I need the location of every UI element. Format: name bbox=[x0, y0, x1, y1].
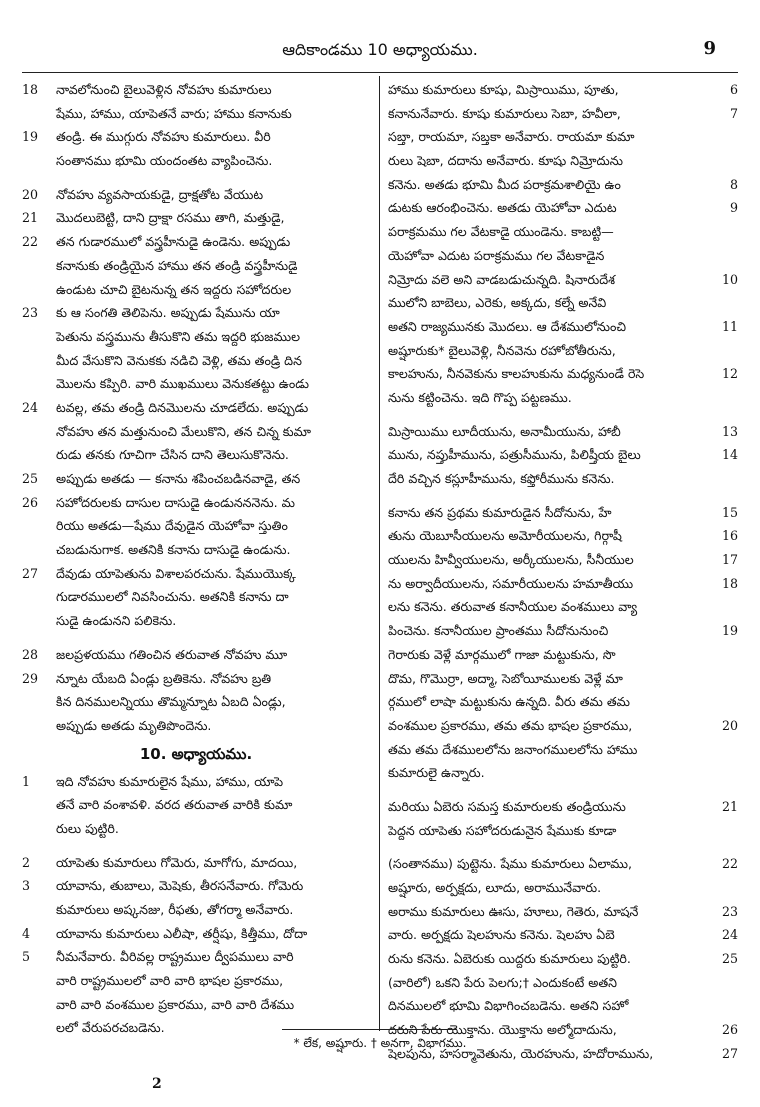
verse-number: 25 bbox=[22, 471, 39, 486]
verse-line bbox=[22, 714, 370, 738]
verse-number: 13 bbox=[721, 423, 738, 439]
verse-text: కనానుకు తండ్రియైన హాము తన తండ్రి వస్త్రహీనుడై bbox=[56, 257, 298, 273]
verse-number: 24 bbox=[22, 399, 39, 415]
verse-text: మిస్రాయిము లూదీయును, అనామీయును, హాబీ bbox=[388, 423, 621, 439]
verse-line bbox=[22, 993, 370, 1017]
verse-text: వారు. అర్పక్షదు షెలహును కనెను. షెలహు ఏబె bbox=[388, 927, 615, 943]
verse-line bbox=[388, 761, 738, 785]
verse-number: 21 bbox=[721, 798, 738, 814]
verse-text: తన గుడారములో వస్త్రహీనుడై ఉండెను. అప్పుడు bbox=[56, 234, 291, 250]
right-column bbox=[388, 78, 738, 1061]
verse-number: 23 bbox=[721, 903, 738, 919]
verse-text: లలో వేరుపరచబడెను. bbox=[56, 1020, 165, 1036]
verse-line bbox=[388, 78, 738, 102]
verse-text: మరియు ఏబెరు సమస్త కుమారులకు తండ్రియును bbox=[388, 798, 626, 814]
verse-text: తమ తమ దేశములలోను జనాంగములలోను హాము bbox=[388, 741, 638, 757]
verse-text: రుడు తనకు గూచిగా చేసిన దాని తెలుసుకొనెను. bbox=[56, 447, 289, 463]
verse-text: నావలోనుంచి బైలువెళ్లిన నోవహు కుమారులు bbox=[56, 82, 272, 97]
verse-line bbox=[22, 851, 370, 875]
verse-text: గెరారుకు వెళ్లే మార్గములో గాజా మట్టుకును, సొ bbox=[388, 646, 616, 662]
verse-text: దినములలో భూమి విభాగించబడెను. అతని సహో bbox=[388, 998, 629, 1014]
verse-line bbox=[22, 514, 370, 538]
verse-text: దేరి వచ్చిన కస్లూహీమును, కఫ్తోరీమును కనెను. bbox=[388, 471, 615, 486]
verse-line bbox=[22, 443, 370, 467]
footnote: * లేక, అష్షూరు. † అనగా, విభాగము. bbox=[293, 1036, 467, 1050]
verse-number: 26 bbox=[721, 1022, 738, 1038]
verse-line bbox=[388, 339, 738, 363]
paragraph-gap bbox=[388, 491, 738, 501]
verse-number: 17 bbox=[721, 552, 738, 568]
verse-text: కుమారులు అష్కనజు, రీఫతు, తోగర్మా అనేవారు. bbox=[56, 902, 294, 917]
page-header bbox=[22, 34, 738, 68]
verse-line bbox=[388, 501, 738, 525]
verse-number: 23 bbox=[22, 305, 39, 321]
verse-number: 18 bbox=[721, 575, 738, 591]
verse-text: సుడై ఉండునని పలికెను. bbox=[56, 613, 177, 629]
paragraph-gap bbox=[22, 633, 370, 643]
verse-number: 15 bbox=[721, 504, 738, 520]
verse-line bbox=[388, 994, 738, 1018]
verse-text: రులు షెబా, దదాను అనేవారు. కూషు నిమ్రోదును bbox=[388, 153, 623, 169]
verse-text: కనెను. అతడు భూమి మీద పరాక్రమశాలియై ఉం bbox=[388, 176, 621, 192]
verse-line bbox=[22, 770, 370, 794]
running-title: ఆదికాండము 10 అధ్యాయము. bbox=[282, 40, 478, 59]
verse-text: చబడునుగాక. అతనికి కనాను దాసుడై ఉండును. bbox=[56, 542, 291, 558]
verse-number: 16 bbox=[721, 528, 738, 544]
verse-line bbox=[388, 619, 738, 643]
verse-line bbox=[22, 690, 370, 714]
verse-text: కనానునేవారు. కూషు కుమారులు సెబా, హవీలా, bbox=[388, 105, 621, 121]
verse-line bbox=[22, 78, 370, 102]
verse-number: 20 bbox=[22, 186, 39, 202]
verse-number: 12 bbox=[721, 366, 738, 382]
verse-line bbox=[22, 667, 370, 691]
verse-number: 22 bbox=[22, 234, 39, 250]
verse-text: సహోదరులకు దాసుల దాసుడై ఉండునననెను. మ bbox=[56, 494, 295, 510]
verse-line bbox=[388, 102, 738, 126]
verse-line bbox=[22, 793, 370, 817]
verse-text: టవల్ల, తమ తండ్రి దినమొలను చూడలేదు. అప్పుడు bbox=[56, 399, 309, 415]
verse-line bbox=[388, 149, 738, 173]
verse-line bbox=[22, 420, 370, 444]
verse-text: మొలను కప్పిరి. వారి ముఖములు వెనుకతట్టు ఉండు bbox=[56, 376, 309, 392]
verse-line bbox=[388, 173, 738, 197]
verse-line bbox=[388, 220, 738, 244]
verse-number: 7 bbox=[729, 105, 738, 121]
verse-line bbox=[388, 714, 738, 738]
verse-number: 28 bbox=[22, 646, 39, 662]
verse-line bbox=[22, 183, 370, 207]
verse-text: షేము, హాము, యాపెతనే వారు; హాము కనానుకు bbox=[56, 105, 292, 121]
verse-text: గుడారములలో నివసించును. అతనికి కనాను దా bbox=[56, 589, 289, 605]
verse-text: అరాము కుమారులు ఊసు, హూలు, గెతెరు, మాషనే bbox=[388, 903, 639, 919]
verse-text: దొమ, గొమొర్రా, అద్మా, సెబోయీములకు వెళ్లే మా bbox=[388, 670, 623, 686]
verse-number: 20 bbox=[721, 717, 738, 733]
verse-text: అష్షూరు, అర్పక్షదు, లూదు, అరామునేవారు. bbox=[388, 880, 602, 895]
verse-line bbox=[388, 125, 738, 149]
verse-number: 27 bbox=[721, 1045, 738, 1061]
verse-text: ఇది నోవహు కుమారులైన షేము, హాము, యాపె bbox=[56, 773, 284, 789]
verse-line bbox=[388, 291, 738, 315]
verse-line bbox=[22, 609, 370, 633]
verse-text: తును యెబూసీయులను అమోరీయులను, గిర్గాషీ bbox=[388, 528, 622, 544]
verse-text: తండ్రి. ఈ ముగ్గురు నోవహు కుమారులు. వీరి bbox=[56, 129, 271, 145]
paragraph-gap bbox=[388, 842, 738, 852]
verse-text: కాలహును, నీనవెకును కాలహుకును మధ్యనుండే రెసె bbox=[388, 366, 645, 382]
verse-text: నోవహు వ్యవసాయకుడై, ద్రాక్షతోట వేయుట bbox=[56, 186, 264, 202]
verse-line bbox=[388, 386, 738, 410]
verse-text: యెహోవా ఎదుట పరాక్రమము గల వేటకాడైన bbox=[388, 247, 605, 263]
column-divider bbox=[379, 76, 380, 1031]
verse-number: 24 bbox=[721, 927, 738, 943]
verse-line bbox=[388, 572, 738, 596]
verse-number: 19 bbox=[22, 129, 39, 145]
verse-text: యావాను కుమారులు ఎలీషా, తర్షీషు, కిత్తీము, దోదా bbox=[56, 925, 308, 941]
verse-line bbox=[388, 315, 738, 339]
verse-text: అష్షూరుకు* బైలువెళ్లి, నీనవెను రహోబోతీరును, bbox=[388, 342, 616, 358]
verse-text: న్నూట యేబది ఏండ్లు బ్రతికెను. నోవహు బ్రతి bbox=[56, 670, 272, 686]
verse-line bbox=[22, 301, 370, 325]
verse-text: వంశముల ప్రకారము, తమ తమ భాషల ప్రకారము, bbox=[388, 717, 633, 733]
verse-text: తనే వారి వంశావళి. వరద తరువాత వారికి కుమా bbox=[56, 797, 293, 813]
chapter-heading: 10. అధ్యాయము. bbox=[139, 744, 253, 763]
verse-line bbox=[22, 467, 370, 491]
verse-line bbox=[388, 947, 738, 971]
verse-text: వారి వారి వంశముల ప్రకారము, వారి వారి దేశము bbox=[56, 996, 295, 1012]
verse-line bbox=[22, 372, 370, 396]
verse-line bbox=[22, 898, 370, 922]
verse-line bbox=[388, 524, 738, 548]
verse-text: నిమ్రోదు వలె అని వాడబడుచున్నది. షినారుదేశ bbox=[388, 271, 616, 287]
verse-line bbox=[388, 595, 738, 619]
verse-text: అతని రాజ్యమునకు మొదలు. ఆ దేశములోనుంచి bbox=[388, 318, 627, 334]
verse-line bbox=[22, 254, 370, 278]
verse-line bbox=[388, 971, 738, 995]
verse-text: రును కనెను. ఏబెరుకు యిద్దరు కుమారులు పుట్టిరి. bbox=[388, 951, 631, 967]
verse-line bbox=[388, 690, 738, 714]
verse-line bbox=[388, 268, 738, 292]
verse-text: యాపెతు కుమారులు గోమెరు, మాగోగు, మాదయి, bbox=[56, 854, 298, 870]
verse-line bbox=[22, 349, 370, 373]
verse-line bbox=[388, 362, 738, 386]
verse-number: 5 bbox=[22, 949, 31, 965]
verse-text: నును కట్టించెను. ఇది గొప్ప పట్టణము. bbox=[388, 389, 572, 405]
verse-number: 9 bbox=[729, 200, 738, 216]
verse-line bbox=[22, 325, 370, 349]
verse-line bbox=[22, 491, 370, 515]
verse-line bbox=[388, 738, 738, 762]
verse-number: 14 bbox=[721, 447, 738, 463]
verse-line bbox=[22, 643, 370, 667]
verse-text: మును, నప్తుహీమును, పత్రుసీమును, పిలిష్తీయ బైలు bbox=[388, 447, 641, 463]
verse-line bbox=[388, 819, 738, 843]
verse-line bbox=[22, 562, 370, 586]
verse-line bbox=[22, 125, 370, 149]
verse-line bbox=[388, 852, 738, 876]
verse-text: రులు పుట్టిరి. bbox=[56, 820, 119, 836]
verse-text: సబ్తా, రాయమా, సబ్తకా అనేవారు. రాయమా కుమా bbox=[388, 129, 635, 145]
verse-text: పెతును వస్త్రమును తీసుకొని తమ ఇద్దరి భుజముల bbox=[56, 328, 301, 344]
verse-line bbox=[388, 900, 738, 924]
paragraph-gap bbox=[22, 841, 370, 851]
verse-line bbox=[388, 420, 738, 444]
verse-number: 2 bbox=[22, 854, 31, 870]
verse-text: అప్పుడు అతడు — కనాను శపించబడినవాడై, తన bbox=[56, 471, 301, 486]
verse-line bbox=[22, 922, 370, 946]
verse-text: కు ఆ సంగతి తెలిపెను. అప్పుడు షేమును యా bbox=[56, 305, 280, 321]
verse-number: 18 bbox=[22, 82, 39, 97]
verse-text: ను అర్వాదీయులను, సమారీయులను హమాతీయు bbox=[388, 575, 634, 591]
verse-number: 10 bbox=[721, 271, 738, 287]
verse-number: 21 bbox=[22, 210, 39, 226]
verse-text: నోవహు తన మత్తునుంచి మేలుకొని, తన చిన్న కుమా bbox=[56, 423, 312, 439]
verse-text: (వారిలో) ఒకని పేరు పెలగు;† ఎందుకంటే అతని bbox=[388, 974, 617, 990]
paragraph-gap bbox=[22, 173, 370, 183]
verse-text: దేవుడు యాపెతును విశాలపరచును. షేముయొక్క bbox=[56, 565, 296, 581]
verse-line bbox=[388, 196, 738, 220]
verse-text: యులను హివ్వీయులను, అర్కీయులను, సీనీయుల bbox=[388, 552, 634, 568]
verse-line bbox=[22, 102, 370, 126]
verse-number: 4 bbox=[22, 925, 31, 941]
verse-text: రియు అతడు—షేము దేవుడైన యెహోవా స్తుతిం bbox=[56, 518, 288, 534]
verse-line bbox=[388, 244, 738, 268]
verse-text: నీమనేవారు. వీరివల్ల రాష్ట్రముల ద్వీపములు వారి bbox=[56, 949, 294, 965]
verse-number: 19 bbox=[721, 623, 738, 639]
verse-text: యావాను, తుబాలు, మెషెకు, తీరసనేవారు. గోమెరు bbox=[56, 878, 304, 894]
verse-text: మొదలుబెట్టి, దాని ద్రాక్షా రసము తాగి, మత్తుడై, bbox=[56, 210, 285, 226]
left-column bbox=[22, 78, 370, 1036]
verse-line bbox=[22, 969, 370, 993]
verse-text: వారి రాష్ట్రములలో వారి వారి భాషల ప్రకారము, bbox=[56, 973, 284, 989]
verse-text: అప్పుడు అతడు మృతిపొందెను. bbox=[56, 717, 212, 733]
verse-line bbox=[388, 548, 738, 572]
verse-text: పరాక్రమము గల వేటకాడై యుండెను. కాబట్టి— bbox=[388, 224, 614, 240]
verse-line bbox=[388, 876, 738, 900]
verse-text: కుమారులై ఉన్నారు. bbox=[388, 765, 485, 781]
verse-text: మీద వేసుకొని వెనుకకు నడిచి వెళ్లి, తమ తండ్రి దిన bbox=[56, 352, 302, 368]
verse-line bbox=[22, 396, 370, 420]
verse-text: పెద్దన యాపెతు సహోదరుడునైన షేముకు కూడా bbox=[388, 822, 617, 838]
verse-text: కిన దినములన్నియు తొమ్మన్నూట ఏబది ఏండ్లు, bbox=[56, 694, 286, 710]
verse-number: 29 bbox=[22, 670, 39, 686]
verse-text: ర్గములో లాషా మట్టుకును ఉన్నది. వీరు తమ తమ bbox=[388, 694, 630, 710]
page-number: 9 bbox=[703, 38, 716, 59]
verse-text: సంతానము భూమి యందంతట వ్యాపించెను. bbox=[56, 153, 273, 169]
verse-line bbox=[22, 538, 370, 562]
verse-number: 22 bbox=[721, 856, 738, 872]
verse-text: డుటకు ఆరంభించెను. అతడు యెహోవా ఎదుట bbox=[388, 200, 617, 216]
verse-line bbox=[22, 817, 370, 841]
verse-text: కనాను తన ప్రథమ కుమారుడైన సీదోనును, హే bbox=[388, 504, 612, 520]
verse-line bbox=[388, 643, 738, 667]
verse-text: దరుని పేరు యొక్తాను. యొక్తాను అల్మోదాదును, bbox=[388, 1022, 617, 1038]
verse-line bbox=[388, 467, 738, 491]
verse-number: 1 bbox=[22, 773, 31, 789]
verse-line bbox=[388, 795, 738, 819]
verse-number: 11 bbox=[721, 318, 738, 334]
verse-text: (సంతానము) పుట్టెను. షేము కుమారులు ఏలాము, bbox=[388, 856, 632, 872]
verse-line bbox=[22, 230, 370, 254]
verse-line bbox=[388, 667, 738, 691]
paragraph-gap bbox=[388, 410, 738, 420]
header-rule bbox=[22, 72, 738, 73]
verse-number: 25 bbox=[721, 951, 738, 967]
signature-mark: 2 bbox=[152, 1076, 162, 1092]
footnote-rule bbox=[282, 1029, 457, 1030]
paragraph-gap bbox=[388, 785, 738, 795]
verse-line bbox=[22, 278, 370, 302]
verse-line bbox=[388, 443, 738, 467]
verse-line bbox=[22, 874, 370, 898]
verse-text: జలప్రళయము గతించిన తరువాత నోవహు మూ bbox=[56, 646, 288, 662]
verse-line bbox=[22, 149, 370, 173]
verse-line bbox=[22, 206, 370, 230]
verse-number: 26 bbox=[22, 494, 39, 510]
verse-number: 27 bbox=[22, 565, 39, 581]
verse-number: 8 bbox=[729, 176, 738, 192]
verse-number: 6 bbox=[729, 82, 738, 97]
verse-line bbox=[22, 585, 370, 609]
verse-text: ములోని బాబెలు, ఎరెకు, అక్కదు, కల్నే అనేవి bbox=[388, 295, 607, 311]
verse-text: పించెను. కనానీయుల ప్రాంతము సీదోనునుంచి bbox=[388, 623, 609, 639]
verse-text: హాము కుమారులు కూషు, మిస్రాయిము, పూతు, bbox=[388, 82, 619, 97]
verse-text: షెలపును, హసర్మావెతును, యెరహును, హదోరామును, bbox=[388, 1045, 654, 1061]
verse-number: 3 bbox=[22, 878, 31, 894]
verse-line bbox=[388, 923, 738, 947]
verse-line bbox=[22, 945, 370, 969]
verse-text: ఉండుట చూచి బైటనున్న తన ఇద్దరు సహోదరుల bbox=[56, 281, 292, 297]
verse-text: లను కనెను. తరువాత కనానీయుల వంశములు వ్యా bbox=[388, 599, 638, 615]
